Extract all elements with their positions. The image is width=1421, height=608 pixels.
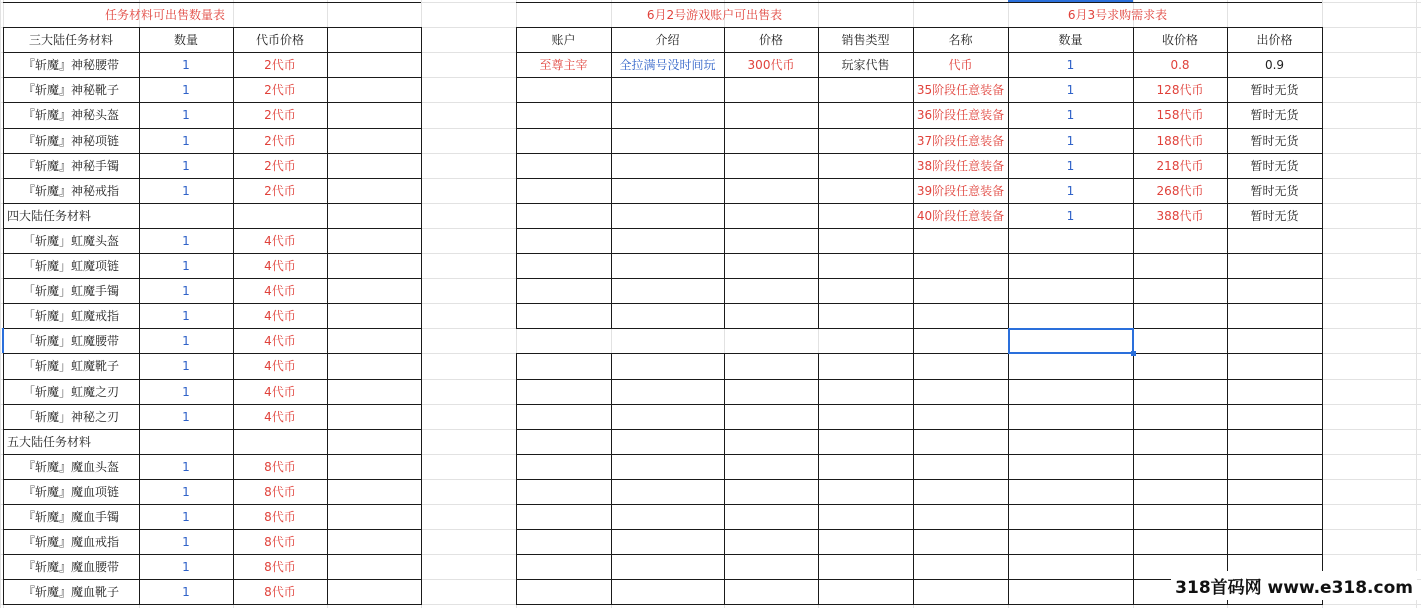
table1-item-price[interactable] (233, 429, 327, 454)
fill-handle[interactable] (1131, 351, 1136, 356)
table3-qty[interactable]: 1 (1066, 183, 1075, 198)
table-border-h (913, 454, 1323, 455)
table-border-v (421, 27, 422, 605)
table1-item-price[interactable]: 8代币 (264, 560, 296, 574)
table1-item-price[interactable]: 4代币 (264, 234, 296, 248)
table3-name[interactable]: 36阶段任意装备 (916, 108, 1005, 122)
table1-item-price[interactable]: 4代币 (264, 284, 296, 298)
table3-qty[interactable]: 1 (1066, 57, 1075, 72)
table3-sell-price[interactable]: 暂时无货 (1250, 159, 1299, 173)
table1-item-price[interactable]: 8代币 (264, 460, 296, 474)
table-border-h (516, 153, 914, 154)
table1-item-qty[interactable]: 1 (182, 484, 190, 499)
table-border-h (516, 353, 914, 354)
table1-item-qty[interactable]: 1 (182, 384, 190, 399)
table3-name[interactable]: 39阶段任意装备 (916, 184, 1005, 198)
table-border-v (818, 353, 819, 605)
table2-account[interactable]: 至尊主宰 (539, 58, 588, 72)
table-border-h (516, 429, 914, 430)
table-border-h (913, 253, 1323, 254)
table1-header[interactable]: 数量 (173, 33, 198, 47)
table3-title[interactable]: 6月3号求购需求表 (1067, 8, 1168, 22)
table3-buy-price[interactable]: 0.8 (1170, 57, 1190, 72)
table1-item-qty[interactable]: 1 (182, 233, 190, 248)
table-border-h (516, 228, 914, 229)
table1-item-qty[interactable]: 1 (182, 308, 190, 323)
table2-header[interactable]: 介绍 (655, 33, 680, 47)
table1-item-price[interactable]: 8代币 (264, 485, 296, 499)
active-column-indicator (1008, 0, 1133, 2)
table1-item-qty[interactable]: 1 (182, 534, 190, 549)
table2-intro[interactable]: 全拉满号没时间玩 (619, 58, 716, 72)
table1-item-name[interactable]: 「斩魔」虹魔腰带 (22, 334, 119, 348)
table1-item-price[interactable]: 4代币 (264, 385, 296, 399)
table1-item-name[interactable]: 『斩魔』魔血手镯 (22, 510, 119, 524)
table3-buy-price[interactable]: 188代币 (1156, 134, 1204, 148)
table1-item-price[interactable]: 2代币 (264, 184, 296, 198)
table1-item-name[interactable]: 『斩魔』神秘项链 (22, 134, 119, 148)
table1-header[interactable]: 三大陆任务材料 (28, 33, 113, 47)
table1-item-qty[interactable] (139, 429, 233, 454)
table-border-h (913, 504, 1323, 505)
table1-item-qty[interactable]: 1 (182, 283, 190, 298)
table-border-h (913, 554, 1323, 555)
table-border-h (516, 278, 914, 279)
table-border-h (516, 178, 914, 179)
table3-header[interactable]: 数量 (1058, 33, 1083, 47)
table3-sell-price[interactable]: 暂时无货 (1250, 209, 1299, 223)
table3-sell-price[interactable]: 暂时无货 (1250, 83, 1299, 97)
table-border-h (516, 404, 914, 405)
table1-item-price[interactable]: 2代币 (264, 159, 296, 173)
table1-item-qty[interactable]: 1 (182, 509, 190, 524)
table-border-h (913, 529, 1323, 530)
table-border-h (516, 328, 914, 329)
table-border-h (913, 228, 1323, 229)
table3-sell-price[interactable]: 0.9 (1264, 57, 1285, 72)
table-border-h (516, 102, 914, 103)
table3-name[interactable]: 37阶段任意装备 (916, 134, 1005, 148)
gridline-vertical (0, 0, 1, 608)
table2-header[interactable]: 账户 (551, 33, 576, 47)
table1-item-price[interactable] (233, 203, 327, 228)
table-border-h (913, 604, 1323, 605)
table1-item-price[interactable]: 4代币 (264, 410, 296, 424)
table3-qty[interactable]: 1 (1066, 107, 1075, 122)
table1-item-name[interactable]: 「斩魔」虹魔靴子 (22, 359, 119, 373)
table1-item-price[interactable]: 4代币 (264, 259, 296, 273)
table1-item-name[interactable]: 『斩魔』神秘手镯 (22, 159, 119, 173)
table3-qty[interactable]: 1 (1066, 133, 1075, 148)
table1-item-qty[interactable]: 1 (182, 358, 190, 373)
table3-sell-price[interactable]: 暂时无货 (1250, 134, 1299, 148)
table1-item-name[interactable]: 「斩魔」虹魔之刃 (22, 385, 119, 399)
table3-buy-price[interactable]: 128代币 (1156, 83, 1204, 97)
table-border-h (516, 253, 914, 254)
table1-item-name[interactable]: 「斩魔」虹魔戒指 (22, 309, 119, 323)
table1-item-qty[interactable]: 1 (182, 57, 190, 72)
table1-item-price[interactable]: 2代币 (264, 108, 296, 122)
table1-item-qty[interactable]: 1 (182, 107, 190, 122)
table1-item-qty[interactable]: 1 (182, 133, 190, 148)
table1-item-name[interactable]: 「斩魔」虹魔项链 (22, 259, 119, 273)
table1-item-name[interactable]: 『斩魔』魔血腰带 (22, 560, 119, 574)
table1-item-name[interactable]: 『斩魔』神秘腰带 (22, 58, 119, 72)
selected-cell[interactable] (1008, 328, 1134, 354)
table-border-h (516, 379, 914, 380)
table2-header[interactable]: 价格 (758, 33, 783, 47)
table-border-h (913, 379, 1323, 380)
table3-qty[interactable]: 1 (1066, 158, 1075, 173)
table3-name[interactable]: 40阶段任意装备 (916, 209, 1005, 223)
table1-item-name[interactable]: 『斩魔』魔血头盔 (22, 460, 119, 474)
watermark-text: 318首码网 www.e318.com (1171, 571, 1417, 600)
table3-buy-price[interactable]: 268代币 (1156, 184, 1204, 198)
table1-item-qty[interactable]: 1 (182, 333, 190, 348)
table1-item-qty[interactable]: 1 (182, 183, 190, 198)
table-border-h (516, 479, 914, 480)
table-border-h (913, 429, 1323, 430)
table1-item-price[interactable]: 4代币 (264, 309, 296, 323)
table-border-h (516, 554, 914, 555)
table-border-h (3, 604, 422, 605)
table-border-h (516, 579, 914, 580)
table1-item-name[interactable]: 『斩魔』神秘靴子 (22, 83, 119, 97)
table3-buy-price[interactable]: 218代币 (1156, 159, 1204, 173)
table1-item-price[interactable]: 8代币 (264, 510, 296, 524)
table1-item-name[interactable]: 四大陆任务材料 (7, 209, 92, 223)
table1-item-qty[interactable]: 1 (182, 559, 190, 574)
table-border-h (913, 404, 1323, 405)
table3-name[interactable]: 38阶段任意装备 (916, 159, 1005, 173)
table-border-h (516, 203, 914, 204)
table1-item-price[interactable]: 4代币 (264, 359, 296, 373)
table-border-h (516, 504, 914, 505)
table1-item-qty[interactable]: 1 (182, 409, 190, 424)
table1-title[interactable]: 任务材料可出售数量表 (104, 8, 225, 22)
table1-item-name[interactable]: 「斩魔」虹魔头盔 (22, 234, 119, 248)
table-border-v (1322, 27, 1323, 605)
table1-item-name[interactable]: 『斩魔』魔血靴子 (22, 585, 119, 599)
table3-header[interactable]: 出价格 (1256, 33, 1293, 47)
table-border-h (516, 77, 914, 78)
table-border-h (913, 479, 1323, 480)
table2-header[interactable]: 销售类型 (841, 33, 890, 47)
table-border-v (516, 353, 517, 605)
table1-item-name[interactable]: 『斩魔』魔血戒指 (22, 535, 119, 549)
table1-item-name[interactable]: 「斩魔」虹魔手镯 (22, 284, 119, 298)
table1-item-qty[interactable]: 1 (182, 459, 190, 474)
table1-item-price[interactable]: 2代币 (264, 134, 296, 148)
table1-item-price[interactable]: 8代币 (264, 535, 296, 549)
table3-sell-price[interactable]: 暂时无货 (1250, 184, 1299, 198)
table-border-h (516, 604, 914, 605)
table1-item-qty[interactable]: 1 (182, 584, 190, 599)
table1-item-qty[interactable] (139, 203, 233, 228)
table2-title[interactable]: 6月2号游戏账户可出售表 (646, 8, 783, 22)
table1-item-name[interactable]: 『斩魔』神秘头盔 (22, 108, 119, 122)
table3-sell-price[interactable]: 暂时无货 (1250, 108, 1299, 122)
table3-buy-price[interactable]: 158代币 (1156, 108, 1204, 122)
table1-item-name[interactable]: 「斩魔」神秘之刃 (22, 410, 119, 424)
table1-item-name[interactable]: 『斩魔』神秘戒指 (22, 184, 119, 198)
table-border-v (611, 353, 612, 605)
table1-item-price[interactable]: 8代币 (264, 585, 296, 599)
table1-item-name[interactable]: 五大陆任务材料 (7, 435, 92, 449)
gridline-vertical (1416, 0, 1417, 608)
table3-header[interactable]: 名称 (948, 33, 973, 47)
table3-name[interactable]: 35阶段任意装备 (916, 83, 1005, 97)
table1-item-price[interactable]: 2代币 (264, 83, 296, 97)
table1-item-name[interactable]: 『斩魔』魔血项链 (22, 485, 119, 499)
table-border-h (516, 303, 914, 304)
table3-buy-price[interactable]: 388代币 (1156, 209, 1204, 223)
active-row-indicator (2, 328, 4, 353)
table3-qty[interactable]: 1 (1066, 208, 1075, 223)
table-border-v (724, 353, 725, 605)
table-border-h (516, 128, 914, 129)
table-border-h (516, 529, 914, 530)
table-border-h (913, 303, 1323, 304)
table1-item-qty[interactable]: 1 (182, 82, 190, 97)
table-border-v (327, 27, 328, 605)
table1-item-qty[interactable]: 1 (182, 258, 190, 273)
table2-sale-type[interactable]: 玩家代售 (841, 58, 890, 72)
table1-header[interactable]: 代币价格 (255, 33, 304, 47)
table1-item-price[interactable]: 4代币 (264, 334, 296, 348)
table3-header[interactable]: 收价格 (1161, 33, 1198, 47)
table3-qty[interactable]: 1 (1066, 82, 1075, 97)
table2-price[interactable]: 300代币 (747, 58, 795, 72)
table1-item-price[interactable]: 2代币 (264, 58, 296, 72)
table1-item-qty[interactable]: 1 (182, 158, 190, 173)
table-border-h (913, 278, 1323, 279)
table-border-h (516, 454, 914, 455)
table3-name[interactable]: 代币 (948, 58, 973, 72)
